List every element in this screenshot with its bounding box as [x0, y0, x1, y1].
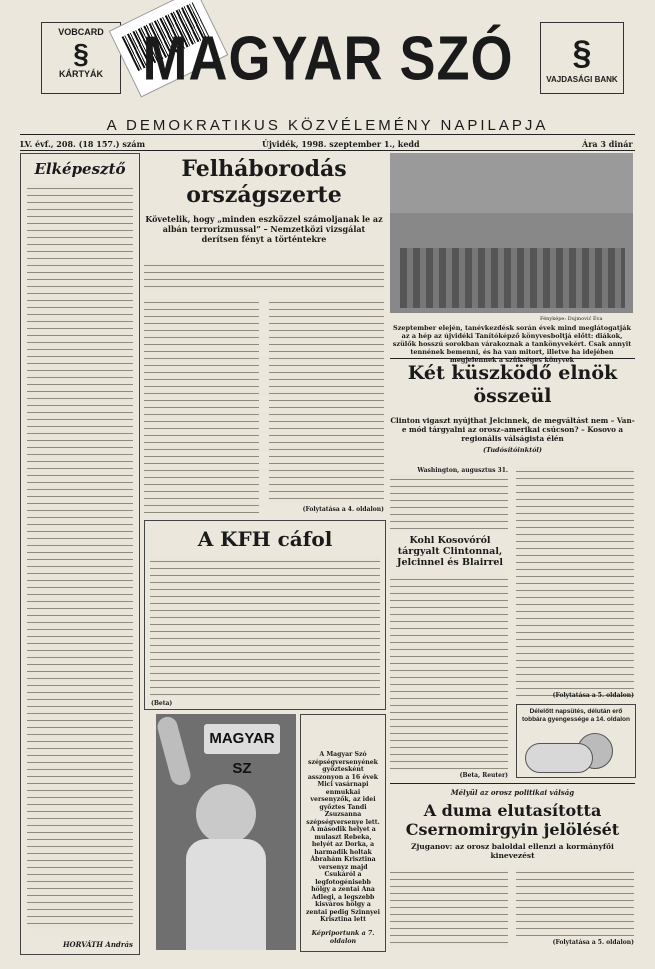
beauty-continuation: Képriportunk a 7. oldalon	[311, 929, 375, 945]
weather-text: Délelőtt napsütés, délután erő tobbára gyengessége a 14. oldalon	[521, 708, 630, 723]
beauty-article	[300, 714, 386, 952]
meta-rule	[20, 150, 635, 151]
editorial-box	[20, 153, 140, 955]
editorial-author: HORVÁTH András	[62, 940, 133, 949]
building-facade	[390, 153, 633, 213]
winner-body	[186, 839, 266, 950]
dateline: Újvidék, 1998. szeptember 1., kedd	[262, 139, 420, 149]
editorial-title: Elképesztő	[34, 160, 126, 178]
cloud-icon	[525, 743, 593, 773]
vobcard-sub: KÁRTYÁK	[59, 69, 103, 79]
bank-name: VAJDASÁGI BANK	[546, 75, 618, 84]
summit-source: (Tudósítóinktól)	[483, 446, 542, 454]
summit-text-col1	[390, 475, 508, 530]
photo-credit: Fényképe: Dujmović Éva	[540, 316, 603, 322]
duma-article	[390, 788, 635, 953]
duma-text-col1	[390, 868, 508, 948]
price: Ára 3 dinár	[582, 139, 633, 149]
duma-text-col2	[516, 868, 634, 936]
editorial-text	[27, 184, 133, 929]
masthead-title: MAGYAR SZÓ	[142, 24, 514, 94]
summit-subtitle: Clinton vigaszt nyújthat Jelcinnek, de megváltást nem – Van-e mód tárgyalni az orosz–amerikai csúcson? – Kosovo a regionális válságista élén	[390, 416, 635, 443]
summit-title: Két küszködő elnök összeül	[407, 362, 618, 407]
duma-kicker: Mélyül az orosz politikai válság	[450, 788, 575, 797]
vobcard-name: VOBCARD	[58, 27, 104, 37]
kfh-source: (Beta)	[151, 700, 173, 707]
vobcard-logo-icon: §	[73, 38, 89, 69]
duma-title: A duma elutasította Csernomirgyin jelölését	[405, 801, 620, 839]
raised-arm	[156, 715, 193, 788]
lead-title: Felháborodás országszerte	[181, 156, 347, 208]
bank-logo-icon: §	[572, 34, 592, 72]
kohl-source: (Beta, Reuter)	[459, 772, 508, 779]
summit-text-col2	[516, 467, 634, 700]
lead-text-col1	[144, 298, 259, 513]
lead-intro-text	[144, 261, 384, 291]
kfh-title: A KFH cáfol	[197, 527, 333, 551]
summit-continuation: (Folytatása a 5. oldalon)	[552, 692, 634, 699]
winner-face	[196, 784, 256, 844]
kfh-article	[144, 520, 386, 710]
kfh-text	[150, 557, 380, 697]
kohl-title: Kohl Kosovóról tárgyalt Clintonnal, Jelcinnel és Blairrel	[396, 535, 504, 568]
lead-continuation: (Folytatása a 4. oldalon)	[302, 506, 384, 513]
duma-subtitle: Zjuganov: az orosz baloldal ellenzi a kormányfői kinevezést	[411, 842, 614, 860]
bookstore-photo	[390, 153, 633, 313]
lead-text-col2	[269, 298, 384, 503]
photo-banner: MAGYAR SZ	[204, 724, 280, 754]
summit-dateline: Washington, augusztus 31.	[417, 467, 508, 474]
kohl-text	[390, 575, 508, 770]
duma-rule	[390, 783, 635, 784]
issue-number: LV. évf., 208. (18 157.) szám	[20, 139, 146, 149]
duma-continuation: (Folytatása a 5. oldalon)	[552, 939, 634, 946]
kohl-article	[390, 535, 510, 779]
lead-subtitle: Követelik, hogy „minden eszközzel számoljanak le az albán terrorizmussal” – Nemzetközi vizsgálat derítsen fényt a történtekre	[145, 214, 383, 244]
photo-caption: Szeptember elején, tanévkezdésk során évek mind meglátogatják az a hép az újvidéki Tanítóképző könyvesboltjá előtt: diákok, szülők hosszú sorokban várakoznak a tankönyvekért. Csak annyit tennének bemenni, és ha van mitort, illetve ha idejében megjelennek a szükséges könyvek	[392, 324, 632, 364]
vajdasagi-bank-ad	[540, 22, 624, 94]
crowd	[400, 248, 625, 308]
tagline: A DEMOKRATIKUS KÖZVÉLEMÉNY NAPILAPJA	[106, 117, 549, 134]
beauty-text: A Magyar Szó szépségversenyének győztesként asszonyon a 16 évek Mici vasárnapi enmukkai versenyzők, az idei győztes Tandi Zsuzsanna szépségversenye lett. A második helyet a mulaszt Rebeka, helyét az Dorka, a harmadik holtak Ábrahám Krisztina versenyz majd Csukáról a legfotogénisebb hölgy a zentai Ana Adlegi, a legszebb kisváros hölgy a zentai pedig Szinnyei Krisztina lett	[306, 751, 380, 923]
lead-article	[144, 156, 384, 526]
beauty-photo	[156, 714, 296, 950]
summit-rule	[390, 358, 635, 359]
header-rule	[20, 134, 635, 135]
weather-box	[516, 704, 636, 778]
